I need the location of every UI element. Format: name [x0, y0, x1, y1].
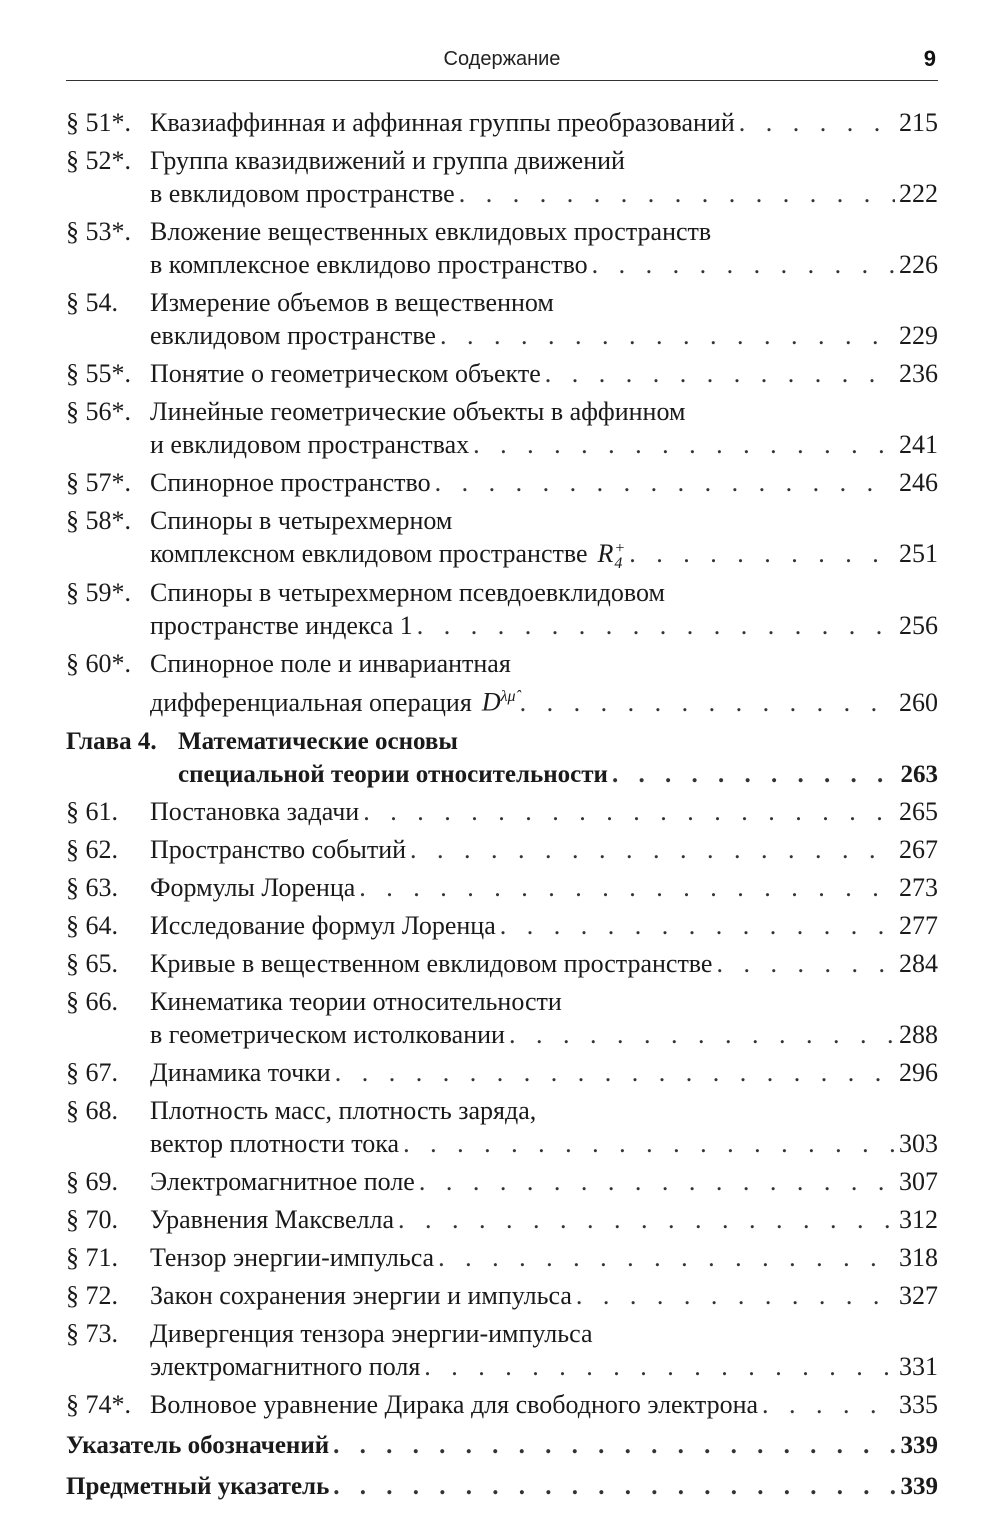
- title-line-with-page: [150, 1127, 938, 1160]
- section-number: § 59*.: [66, 578, 131, 608]
- section-number: § 72.: [66, 1280, 118, 1310]
- entry-title-text: Электромагнитное поле: [150, 1166, 415, 1196]
- dot-leader: [716, 947, 895, 980]
- entry-title-block: [150, 833, 938, 866]
- entry-title-text: вектор плотности тока: [150, 1128, 400, 1158]
- toc-entry[interactable]: [66, 871, 938, 904]
- section-number: § 73.: [66, 1318, 118, 1348]
- dot-leader: [459, 177, 895, 210]
- entry-title-block: [150, 215, 938, 281]
- entry-title-text: Понятие о геометрическом объекте: [150, 359, 541, 388]
- entry-title-text: Спинорное поле и инвариантная: [150, 649, 511, 679]
- toc-entry[interactable]: [66, 833, 938, 866]
- chapter-heading[interactable]: [66, 725, 938, 791]
- page-ref: 256: [899, 611, 938, 641]
- dot-leader: [398, 1203, 895, 1236]
- title-line-with-page: [150, 680, 938, 719]
- entry-title-text: Кривые в вещественном евклидовом пространстве: [150, 948, 713, 978]
- page-header: [66, 44, 938, 81]
- chapter-page-ref: 263: [900, 760, 938, 788]
- title-line: [150, 1094, 938, 1127]
- entry-title-block: [150, 1165, 938, 1198]
- math-sup: +: [614, 540, 626, 558]
- dot-leader: [545, 357, 895, 390]
- entry-title-block: [150, 286, 938, 352]
- entry-title-text: Плотность масс, плотность заряда,: [150, 1095, 537, 1125]
- entry-title-block: [150, 871, 938, 904]
- title-line: [150, 504, 938, 537]
- toc-entry[interactable]: [66, 909, 938, 942]
- entry-title-block: [150, 1279, 938, 1312]
- entry-title-text: Постановка задачи: [150, 796, 360, 826]
- toc-entry[interactable]: [66, 985, 938, 1051]
- toc-entry[interactable]: [66, 215, 938, 281]
- page-ref: 318: [899, 1242, 938, 1272]
- page-ref: 331: [899, 1351, 938, 1381]
- title-line-with-page: [150, 248, 938, 281]
- entry-title-text: дифференциальная операция: [150, 687, 472, 717]
- title-line-with-page: [150, 106, 938, 139]
- dot-leader: [500, 909, 895, 942]
- section-number: § 55*.: [66, 359, 131, 388]
- entry-title-text: электромагнитного поля: [150, 1351, 421, 1381]
- section-number: § 54.: [66, 288, 118, 317]
- page-ref: 246: [899, 468, 938, 497]
- chapter-title-line: Математические основы: [178, 727, 458, 755]
- table-of-contents: [66, 106, 938, 1509]
- toc-section-entries: [66, 106, 938, 719]
- section-number: § 65.: [66, 948, 118, 978]
- toc-entry[interactable]: [66, 106, 938, 139]
- entry-title-text: комплексном евклидовом пространстве: [150, 539, 588, 568]
- title-line-with-page: [150, 537, 938, 571]
- page-ref: 229: [899, 321, 938, 350]
- entry-title-block: [150, 357, 938, 390]
- toc-entry[interactable]: [66, 576, 938, 642]
- entry-title-text: Закон сохранения энергии и импульса: [150, 1280, 572, 1310]
- entry-title-block: [150, 144, 938, 210]
- entry-title-block: [150, 647, 938, 719]
- index-page-ref: 339: [900, 1472, 938, 1500]
- running-header-title: Содержание: [443, 48, 561, 70]
- entry-title-block: [150, 1317, 938, 1383]
- toc-entry[interactable]: [66, 1056, 938, 1089]
- entry-title-text: Пространство событий: [150, 834, 407, 864]
- page-ref: 307: [899, 1166, 938, 1196]
- title-line-with-page: [150, 909, 938, 942]
- title-line: [150, 985, 938, 1018]
- section-number: § 66.: [66, 986, 118, 1016]
- title-line-with-page: [150, 1018, 938, 1051]
- page-ref: 303: [899, 1128, 938, 1158]
- title-line-with-page: [150, 609, 938, 642]
- page-ref: 327: [899, 1280, 938, 1310]
- page-ref: 273: [899, 872, 938, 902]
- toc-entry[interactable]: [66, 286, 938, 352]
- title-line-with-page: [150, 1056, 938, 1089]
- entry-title-text: Уравнения Максвелла: [150, 1204, 395, 1234]
- title-line-with-page: [150, 1203, 938, 1236]
- page-ref: 226: [899, 250, 938, 279]
- section-number: § 64.: [66, 910, 118, 940]
- section-number: § 69.: [66, 1166, 118, 1196]
- dot-leader: [739, 106, 895, 139]
- title-line-with-page: [150, 1350, 938, 1383]
- dot-leader: [592, 248, 895, 281]
- section-number: § 71.: [66, 1242, 118, 1272]
- math-base: D: [481, 687, 501, 717]
- title-line-with-page: [150, 795, 938, 828]
- title-line: [150, 576, 938, 609]
- page-ref: 251: [899, 539, 938, 568]
- entry-title-block: [150, 795, 938, 828]
- toc-entry[interactable]: [66, 395, 938, 461]
- entry-title-text: Формулы Лоренца: [150, 872, 356, 902]
- section-number: § 61.: [66, 796, 118, 826]
- entry-title-text: и евклидовом пространствах: [150, 430, 470, 459]
- math-symbol: [598, 537, 626, 571]
- dot-leader: [629, 537, 895, 570]
- dot-leader: [417, 609, 895, 642]
- toc-entry[interactable]: [66, 504, 938, 571]
- dot-leader: [424, 1350, 895, 1383]
- title-line-with-page: [150, 1279, 938, 1312]
- section-number: § 52*.: [66, 146, 131, 175]
- dot-leader: [438, 1241, 895, 1274]
- entry-title-block: [150, 1241, 938, 1274]
- dot-leader: [419, 1165, 895, 1198]
- title-line: [150, 1317, 938, 1350]
- entry-title-text: Тензор энергии-импульса: [150, 1242, 435, 1272]
- section-number: § 68.: [66, 1095, 118, 1125]
- entry-title-text: Спиноры в четырехмерном: [150, 506, 453, 535]
- toc-entry[interactable]: [66, 1317, 938, 1383]
- dot-leader: [333, 1429, 896, 1462]
- title-line: [150, 144, 938, 177]
- title-line-with-page: [150, 833, 938, 866]
- toc-entry[interactable]: [66, 947, 938, 980]
- index-page-ref: 339: [900, 1431, 938, 1459]
- toc-entry[interactable]: [66, 1203, 938, 1236]
- page-ref: 215: [899, 108, 938, 137]
- index-title: Указатель обозначений: [66, 1431, 330, 1459]
- page-ref: 236: [899, 359, 938, 388]
- entry-title-text: Линейные геометрические объекты в аффинном: [150, 397, 686, 426]
- entry-title-text: в геометрическом истолковании: [150, 1019, 505, 1049]
- page-number: 9: [923, 46, 936, 71]
- entry-title-text: евклидовом пространстве: [150, 321, 436, 350]
- title-line: [150, 286, 938, 319]
- title-line-with-page: [150, 1388, 938, 1421]
- title-line-with-page: [150, 428, 938, 461]
- entry-title-text: Волновое уравнение Дирака для свободного электрона: [150, 1389, 759, 1419]
- section-number: § 70.: [66, 1204, 118, 1234]
- dot-leader: [440, 319, 895, 352]
- page-ref: 288: [899, 1019, 938, 1049]
- page-ref: 312: [899, 1204, 938, 1234]
- title-line-with-page: [150, 1165, 938, 1198]
- dot-leader: [520, 686, 895, 719]
- title-line: [150, 395, 938, 428]
- toc-entry[interactable]: [66, 144, 938, 210]
- dot-leader: [612, 758, 897, 791]
- dot-leader: [333, 1470, 896, 1503]
- toc-entry[interactable]: [66, 647, 938, 719]
- entry-title-block: [150, 1203, 938, 1236]
- toc-entry[interactable]: [66, 1388, 938, 1421]
- page-ref: 222: [899, 179, 938, 208]
- title-line-with-page: [150, 871, 938, 904]
- section-number: § 51*.: [66, 108, 131, 137]
- dot-leader: [403, 1127, 895, 1160]
- page-ref: 284: [899, 948, 938, 978]
- entry-title-block: [150, 985, 938, 1051]
- dot-leader: [410, 833, 895, 866]
- entry-title-text: Квазиаффинная и аффинная группы преобразований: [150, 108, 735, 137]
- dot-leader: [435, 466, 895, 499]
- entry-title-text: в евклидовом пространстве: [150, 179, 455, 208]
- dot-leader: [509, 1018, 895, 1051]
- entry-title-block: [150, 106, 938, 139]
- entry-title-text: Вложение вещественных евклидовых пространств: [150, 217, 712, 246]
- entry-title-text: Группа квазидвижений и группа движений: [150, 146, 625, 175]
- index-entry[interactable]: [66, 1429, 938, 1462]
- section-number: § 67.: [66, 1057, 118, 1087]
- math-script: [614, 541, 625, 571]
- entry-title-block: [150, 909, 938, 942]
- entry-title-text: Спинорное пространство: [150, 468, 431, 497]
- title-line-with-page: [150, 319, 938, 352]
- section-number: § 74*.: [66, 1389, 131, 1419]
- page-ref: 265: [899, 796, 938, 826]
- section-number: § 56*.: [66, 397, 131, 426]
- title-line-with-page: [150, 357, 938, 390]
- dot-leader: [576, 1279, 895, 1312]
- math-sub: 4: [614, 555, 623, 573]
- entry-title-text: пространстве индекса 1: [150, 611, 413, 641]
- toc-section-entries: [66, 795, 938, 1421]
- title-line-with-page: [150, 177, 938, 210]
- page-ref: 260: [899, 687, 938, 717]
- toc-entry[interactable]: [66, 357, 938, 390]
- math-base: R: [597, 539, 614, 568]
- page-ref: 267: [899, 834, 938, 864]
- toc-entry[interactable]: [66, 1165, 938, 1198]
- entry-title-text: Измерение объемов в вещественном: [150, 288, 554, 317]
- section-number: § 57*.: [66, 468, 131, 497]
- entry-title-block: [150, 466, 938, 499]
- dot-leader: [762, 1388, 895, 1421]
- dot-leader: [363, 795, 895, 828]
- dot-leader: [359, 871, 895, 904]
- page-ref: 241: [899, 430, 938, 459]
- section-number: § 60*.: [66, 649, 131, 679]
- title-line-with-page: [150, 466, 938, 499]
- title-line: [150, 215, 938, 248]
- page-ref: 335: [899, 1389, 938, 1419]
- section-number: § 53*.: [66, 217, 131, 246]
- entry-title-text: Динамика точки: [150, 1057, 331, 1087]
- dot-leader: [473, 428, 895, 461]
- entry-title-block: [150, 395, 938, 461]
- entry-title-text: Спиноры в четырехмерном псевдоевклидовом: [150, 578, 665, 608]
- entry-title-block: [150, 1388, 938, 1421]
- entry-title-text: в комплексное евклидово пространство: [150, 250, 588, 279]
- entry-title-block: [150, 947, 938, 980]
- section-number: § 62.: [66, 834, 118, 864]
- entry-title-block: [150, 1056, 938, 1089]
- chapter-title-line: специальной теории относительности: [178, 760, 608, 788]
- entry-title-block: [150, 504, 938, 571]
- title-line-with-page: [150, 1241, 938, 1274]
- title-line: [150, 647, 938, 680]
- index-entry[interactable]: [66, 1470, 938, 1503]
- section-number: § 63.: [66, 872, 118, 902]
- entry-title-text: Исследование формул Лоренца: [150, 910, 496, 940]
- page-ref: 296: [899, 1057, 938, 1087]
- title-line-with-page: [150, 947, 938, 980]
- toc-entry[interactable]: [66, 466, 938, 499]
- toc-entry[interactable]: [66, 1094, 938, 1160]
- entry-title-block: [150, 1094, 938, 1160]
- toc-entry[interactable]: [66, 795, 938, 828]
- page-ref: 277: [899, 910, 938, 940]
- toc-entry[interactable]: [66, 1279, 938, 1312]
- dot-leader: [335, 1056, 895, 1089]
- math-sup: λμ̂: [500, 688, 516, 706]
- entry-title-block: [150, 576, 938, 642]
- section-number: § 58*.: [66, 506, 131, 535]
- entry-title-text: Дивергенция тензора энергии-импульса: [150, 1318, 593, 1348]
- entry-title-text: Кинематика теории относительности: [150, 986, 562, 1016]
- math-symbol: [482, 680, 516, 719]
- index-title: Предметный указатель: [66, 1472, 330, 1500]
- toc-entry[interactable]: [66, 1241, 938, 1274]
- chapter-number: Глава 4.: [66, 727, 157, 755]
